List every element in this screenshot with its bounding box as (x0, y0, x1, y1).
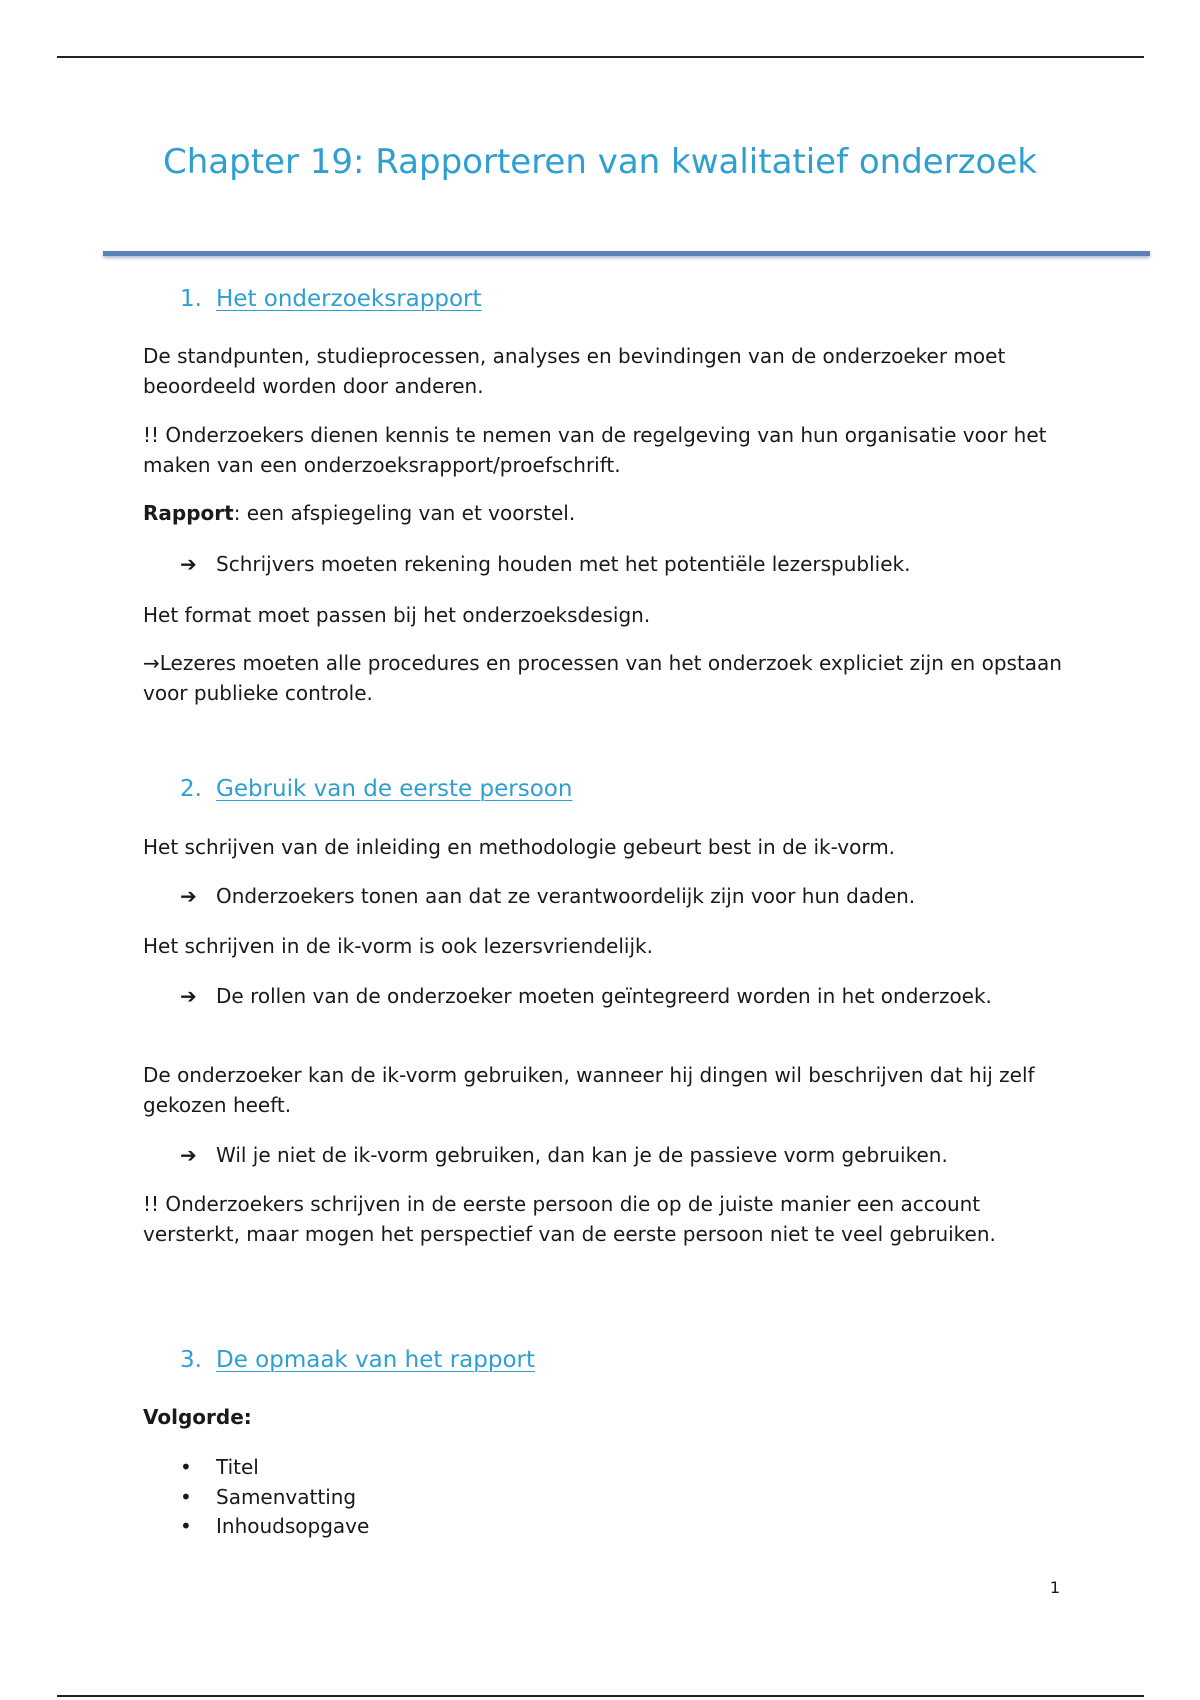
section-number: 1. (180, 286, 202, 312)
section-number: 2. (180, 776, 202, 802)
paragraph: De standpunten, studieprocessen, analyses en bevindingen van de onderzoeker moet beoordeeld worden door anderen. (143, 344, 1006, 398)
label-paragraph (143, 1402, 1073, 1432)
definition: : een afspiegeling van et voorstel. (233, 501, 576, 525)
paragraph: !! Onderzoekers schrijven in de eerste persoon die op de juiste manier een account versterkt, maar mogen het perspectief van de eerste persoon niet te veel gebruiken. (143, 1192, 996, 1246)
paragraph: Het schrijven van de inleiding en methodologie gebeurt best in de ik-vorm. (143, 835, 896, 859)
paragraph: →Lezeres moeten alle procedures en processen van het onderzoek expliciet zijn en opstaan voor publieke controle. (143, 651, 1062, 705)
arrow-list-item (180, 549, 1060, 579)
arrow-icon: ➔ (180, 884, 197, 908)
arrow-item-text: Onderzoekers tonen aan dat ze verantwoordelijk zijn voor hun daden. (216, 884, 916, 908)
term: Rapport (143, 501, 234, 525)
arrow-item-text: Schrijvers moeten rekening houden met het potentiële lezerspubliek. (216, 552, 911, 576)
definition-paragraph (143, 498, 1073, 528)
footer-rule (57, 1695, 1144, 1697)
bullet-list-item (180, 1511, 780, 1541)
bullet-icon: • (180, 1514, 192, 1538)
section-heading-2 (180, 776, 572, 802)
bullet-list-item (180, 1482, 780, 1512)
section-title: De opmaak van het rapport (216, 1347, 536, 1373)
bullet-item-text: Inhoudsopgave (216, 1514, 370, 1538)
bullet-icon: • (180, 1485, 192, 1509)
paragraph: Het format moet passen bij het onderzoeksdesign. (143, 603, 651, 627)
arrow-list-item (180, 1140, 1060, 1170)
page-number: 1 (1049, 1578, 1061, 1597)
arrow-icon: ➔ (180, 984, 197, 1008)
label-text: Volgorde: (143, 1405, 252, 1429)
arrow-item-text: Wil je niet de ik-vorm gebruiken, dan kan je de passieve vorm gebruiken. (216, 1143, 948, 1167)
title-underline-bar (103, 251, 1150, 256)
bullet-item-text: Titel (216, 1455, 259, 1479)
header-rule (57, 56, 1144, 58)
section-heading-3 (180, 1347, 535, 1373)
section-heading-1 (180, 286, 482, 312)
arrow-list-item (180, 881, 1060, 911)
paragraph: De onderzoeker kan de ik-vorm gebruiken, wanneer hij dingen wil beschrijven dat hij zelf gekozen heeft. (143, 1063, 1035, 1117)
section-title: Gebruik van de eerste persoon (216, 776, 573, 802)
paragraph: !! Onderzoekers dienen kennis te nemen van de regelgeving van hun organisatie voor het maken van een onderzoeksrapport/proefschrift. (143, 423, 1047, 477)
bullet-list-item (180, 1452, 780, 1482)
section-number: 3. (180, 1347, 202, 1373)
arrow-item-text: De rollen van de onderzoeker moeten geïntegreerd worden in het onderzoek. (216, 984, 992, 1008)
section-title: Het onderzoeksrapport (216, 286, 482, 312)
arrow-icon: ➔ (180, 552, 197, 576)
bullet-icon: • (180, 1455, 192, 1479)
document-title: Chapter 19: Rapporteren van kwalitatief onderzoek (163, 142, 1037, 182)
bullet-item-text: Samenvatting (216, 1485, 357, 1509)
arrow-list-item (180, 981, 1060, 1011)
paragraph: Het schrijven in de ik-vorm is ook lezersvriendelijk. (143, 934, 653, 958)
arrow-icon: ➔ (180, 1143, 197, 1167)
